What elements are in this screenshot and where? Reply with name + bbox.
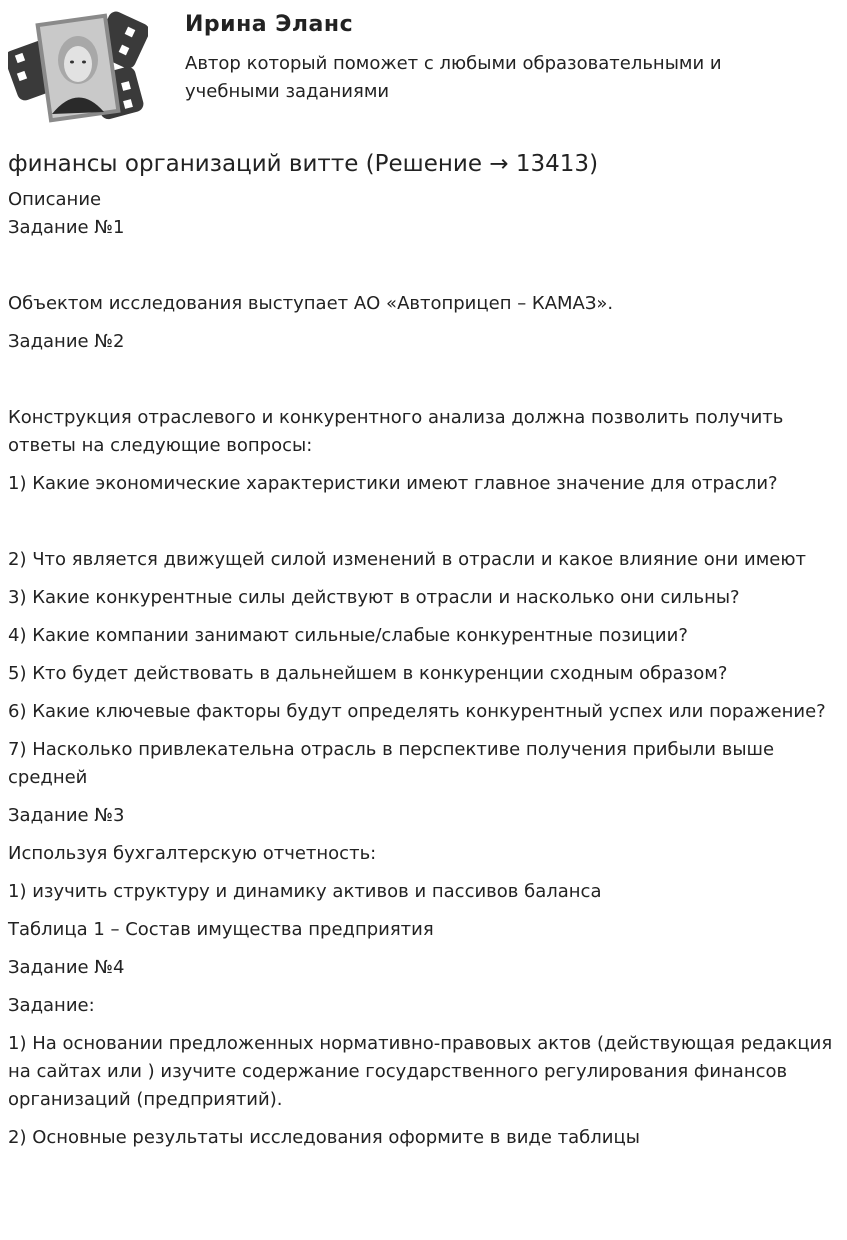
task2-question-6: 6) Какие ключевые факторы будут определять конкурентный успех или поражение?: [8, 701, 826, 722]
task2-intro: Конструкция отраслевого и конкурентного анализа должна позволить получить ответы на следующие вопросы:: [8, 407, 784, 456]
task4-item-2: 2) Основные результаты исследования оформите в виде таблицы: [8, 1127, 640, 1148]
author-header: [0, 0, 847, 135]
task1-label: Задание №1: [8, 217, 125, 238]
author-name[interactable]: Ирина Эланс: [185, 12, 354, 37]
task-content: [8, 148, 838, 1162]
task3-intro: Используя бухгалтерскую отчетность:: [8, 843, 377, 864]
task2-question-4: 4) Какие компании занимают сильные/слабые конкурентные позиции?: [8, 625, 688, 646]
task2-label: Задание №2: [8, 331, 125, 352]
description-label: Описание: [8, 189, 102, 210]
author-avatar: [8, 8, 148, 126]
task4-item-1: 1) На основании предложенных нормативно-правовых актов (действующая редакция на сайтах или ) изучите содержание государственного регулирования финансов организаций (предприятий).: [8, 1033, 833, 1110]
task2-question-5: 5) Кто будет действовать в дальнейшем в конкуренции сходным образом?: [8, 663, 728, 684]
task1-text: Объектом исследования выступает АО «Автоприцеп – КАМАЗ».: [8, 293, 614, 314]
task4-label: Задание №4: [8, 957, 125, 978]
task3-label: Задание №3: [8, 805, 125, 826]
task4-sub-label: Задание:: [8, 995, 95, 1016]
task3-item-1: 1) изучить структуру и динамику активов и пассивов баланса: [8, 881, 602, 902]
task2-question-2: 2) Что является движущей силой изменений в отрасли и какое влияние они имеют: [8, 549, 806, 570]
task2-question-7: 7) Насколько привлекательна отрасль в перспективе получения прибыли выше средней: [8, 739, 775, 788]
spacer: [8, 498, 838, 546]
spacer: [8, 356, 838, 404]
author-description: Автор который поможет с любыми образовательными и учебными заданиями: [185, 53, 722, 102]
task3-table-caption: Таблица 1 – Состав имущества предприятия: [8, 919, 434, 940]
spacer: [8, 242, 838, 290]
task2-question-3: 3) Какие конкурентные силы действуют в отрасли и насколько они сильны?: [8, 587, 740, 608]
page-title: финансы организаций витте (Решение → 13413): [8, 151, 599, 177]
task2-question-1: 1) Какие экономические характеристики имеют главное значение для отрасли?: [8, 473, 778, 494]
